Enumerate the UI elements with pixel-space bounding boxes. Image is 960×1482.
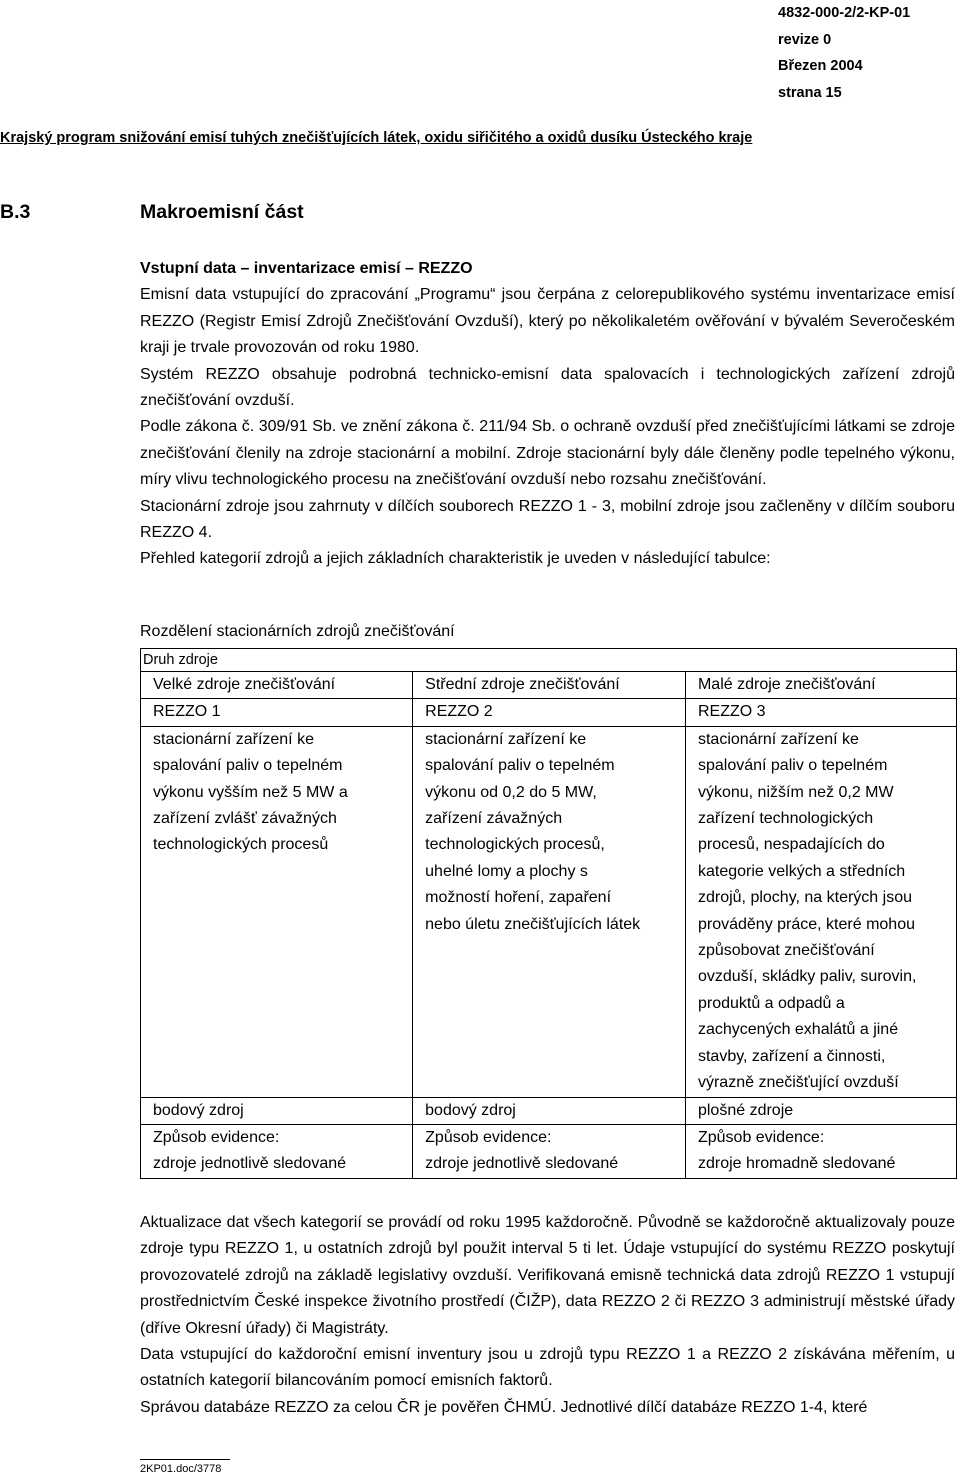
- source-type-cell: bodový zdroj: [141, 1097, 413, 1124]
- description-line: možností hoření, zapaření: [425, 889, 612, 907]
- description-line: spalování paliv o tepelném: [697, 757, 888, 775]
- running-header-title: Krajský program snižování emisí tuhých znečišťujících látek, oxidu siřičitého a oxidů dusíku Ústeckého kraje: [0, 130, 753, 146]
- source-type-cell: plošné zdroje: [685, 1097, 956, 1124]
- description-cell: [413, 726, 686, 1097]
- description-line: spalování paliv o tepelném: [153, 757, 343, 775]
- evidence-cell: [141, 1124, 413, 1178]
- intro-text: [140, 256, 955, 573]
- paragraph: Emisní data vstupující do zpracování „Programu“ jsou čerpána z celorepublikového systému inventarizace emisí REZZO (Registr Emisí Zdrojů Znečišťování Ovzduší), který po několikaletém ověřování v bývalém Severočeském kraji je trvale provozován od roku 1980.: [140, 286, 955, 357]
- description-cell: [685, 726, 956, 1097]
- description-line: nebo úletu znečišťujících látek: [425, 915, 641, 933]
- evidence-label: Způsob evidence:: [153, 1128, 280, 1146]
- evidence-cell: [413, 1124, 686, 1178]
- description-line: výkonu vyšším než 5 MW a: [153, 783, 348, 801]
- description-line: technologických procesů,: [425, 836, 605, 854]
- description-line: procesů, nespadajících do: [697, 836, 885, 854]
- description-line: kategorie velkých a středních: [697, 862, 906, 880]
- evidence-label: Způsob evidence:: [425, 1128, 552, 1146]
- description-line: výrazně znečišťující ovzduší: [697, 1074, 899, 1092]
- revision: revize 0: [778, 31, 832, 48]
- description-line: uhelné lomy a plochy s: [425, 862, 588, 880]
- table-header-cell: Druh zdroje: [141, 649, 957, 672]
- document-id: 4832-000-2/2-KP-01: [778, 5, 911, 21]
- source-type-cell: bodový zdroj: [413, 1097, 686, 1124]
- document-date: Březen 2004: [778, 58, 863, 74]
- section-number: B.3: [0, 201, 31, 223]
- paragraph: Přehled kategorií zdrojů a jejich základních charakteristik je uveden v následující tabulce:: [140, 550, 771, 568]
- evidence-value: zdroje hromadně sledované: [697, 1155, 896, 1173]
- register-cell: REZZO 1: [141, 699, 413, 726]
- description-line: způsobovat znečišťování: [697, 942, 875, 960]
- paragraph: Systém REZZO obsahuje podrobná technicko-emisní data spalovacích i technologických zařízení zdrojů znečišťování ovzduší.: [140, 365, 955, 410]
- evidence-value: zdroje jednotlivě sledované: [425, 1155, 619, 1173]
- description-line: zařízení zvlášť závažných: [153, 810, 337, 828]
- source-categories-table: [140, 648, 957, 1179]
- description-cell: [141, 726, 413, 1097]
- description-line: prováděny práce, které mohou: [697, 915, 915, 933]
- description-line: produktů a odpadů a: [697, 994, 845, 1012]
- evidence-label: Způsob evidence:: [697, 1128, 825, 1146]
- description-line: stacionární zařízení ke: [697, 730, 859, 748]
- description-line: ovzduší, skládky paliv, surovin,: [697, 968, 917, 986]
- post-table-text: [140, 1210, 955, 1421]
- description-line: výkonu od 0,2 do 5 MW,: [425, 783, 597, 801]
- subheading: Vstupní data – inventarizace emisí – REZZO: [140, 260, 473, 277]
- table-row: [141, 726, 957, 1097]
- paragraph: Stacionární zdroje jsou zahrnuty v dílčích souborech REZZO 1 - 3, mobilní zdroje jsou začleněny v dílčím souboru REZZO 4.: [140, 497, 955, 542]
- category-cell: Střední zdroje znečišťování: [413, 672, 686, 699]
- footer-rule: [140, 1459, 230, 1460]
- category-cell: Malé zdroje znečišťování: [685, 672, 956, 699]
- table-caption: Rozdělení stacionárních zdrojů znečišťování: [140, 623, 455, 640]
- description-line: stacionární zařízení ke: [153, 730, 314, 748]
- page-number: strana 15: [778, 84, 842, 101]
- register-cell: REZZO 2: [413, 699, 686, 726]
- document-meta: [778, 0, 910, 106]
- description-line: spalování paliv o tepelném: [425, 757, 615, 775]
- paragraph: Aktualizace dat všech kategorií se provádí od roku 1995 každoročně. Původně se každoročně aktualizovaly pouze zdroje typu REZZO 1, u ostatních zdrojů byl použit interval 5 ti let. Údaje vstupující do systému REZZO poskytují provozovatelé zdrojů na základě legislativy ovzduší. Verifikovaná emisně technická data zdrojů REZZO 1 vstupují prostřednictvím České inspekce životního prostředí (ČIŽP), data REZZO 2 či REZZO 3 administrují městské úřady (dříve Okresní úřady) či Magistráty.: [140, 1214, 955, 1337]
- table-row: [141, 699, 957, 726]
- footer-filename: 2KP01.doc/3778: [140, 1463, 222, 1475]
- paragraph: Data vstupující do každoroční emisní inventury jsou u zdrojů typu REZZO 1 a REZZO 2 získávána měřením, u ostatních kategorií bilancováním pomocí emisních faktorů.: [140, 1346, 955, 1390]
- evidence-cell: [685, 1124, 956, 1178]
- section-title: Makroemisní část: [140, 201, 304, 223]
- description-line: technologických procesů: [153, 836, 329, 854]
- description-line: stavby, zařízení a činnosti,: [697, 1047, 886, 1065]
- table-row: [141, 672, 957, 699]
- description-line: zachycených exhalátů a jiné: [697, 1021, 899, 1039]
- paragraph: Správou databáze REZZO za celou ČR je pověřen ČHMÚ. Jednotlivé dílčí databáze REZZO 1-4, které: [140, 1398, 868, 1416]
- category-cell: Velké zdroje znečišťování: [141, 672, 413, 699]
- description-line: stacionární zařízení ke: [425, 730, 587, 748]
- description-line: výkonu, nižším než 0,2 MW: [697, 783, 894, 801]
- register-cell: REZZO 3: [685, 699, 956, 726]
- table-row: [141, 1097, 957, 1124]
- table-row: [141, 1124, 957, 1178]
- description-line: zařízení technologických: [697, 810, 874, 828]
- description-line: zařízení závažných: [425, 810, 563, 828]
- table-header-row: [141, 649, 957, 672]
- description-line: zdrojů, plochy, na kterých jsou: [697, 889, 912, 907]
- paragraph: Podle zákona č. 309/91 Sb. ve znění zákona č. 211/94 Sb. o ochraně ovzduší před znečišťujícími látkami se zdroje znečišťování členily na zdroje stacionární a mobilní. Zdroje stacionární byly dále členěny podle tepelného výkonu, míry vlivu technologického procesu na znečišťování ovzduší nebo rozsahu znečišťování.: [140, 418, 955, 489]
- evidence-value: zdroje jednotlivě sledované: [153, 1155, 347, 1173]
